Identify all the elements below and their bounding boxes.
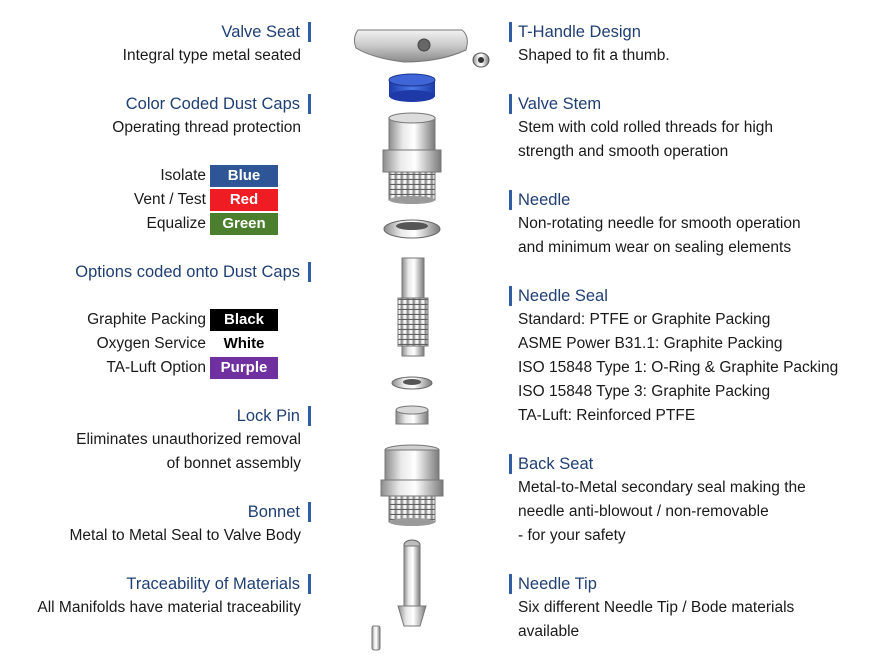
back-seat-desc-line-2: needle anti-blowout / non-removable — [518, 503, 769, 520]
lock-pin-desc-line-2: of bonnet assembly — [166, 455, 301, 472]
code-label-oxygen-service: Oxygen Service — [96, 335, 206, 352]
dust-caps-desc: Operating thread protection — [112, 119, 301, 136]
lock-pin-part — [372, 626, 380, 650]
chip-blue: Blue — [210, 165, 278, 187]
chip-black: Black — [210, 309, 278, 331]
needle-title: Needle — [509, 190, 570, 210]
valve-stem-desc-line-1: Stem with cold rolled threads for high — [518, 119, 774, 136]
back-seat-desc-line-1: Metal-to-Metal secondary seal making the — [518, 479, 806, 496]
t-handle-title: T-Handle Design — [509, 22, 641, 42]
t-handle-desc: Shaped to fit a thumb. — [518, 47, 670, 64]
chip-green: Green — [210, 213, 278, 235]
packing-ring-part — [392, 377, 432, 389]
code-label-vent-test: Vent / Test — [133, 191, 206, 208]
bonnet-part — [381, 445, 443, 526]
lock-pin-title: Lock Pin — [237, 406, 311, 426]
chip-purple: Purple — [210, 357, 278, 379]
needle-part — [398, 258, 428, 356]
seal-ring-part — [396, 406, 428, 424]
needle-tip-desc-line-2: available — [518, 623, 580, 640]
valve-stem-title: Valve Stem — [509, 94, 601, 114]
needle-seal-desc-line-1: Standard: PTFE or Graphite Packing — [518, 311, 771, 328]
needle-seal-desc-line-4: ISO 15848 Type 3: Graphite Packing — [518, 383, 771, 400]
blue-dust-cap-part — [389, 74, 435, 102]
valve-seat-title: Valve Seat — [221, 22, 311, 42]
code-label-isolate: Isolate — [160, 167, 206, 184]
bonnet-desc: Metal to Metal Seal to Valve Body — [69, 527, 301, 544]
bonnet-title: Bonnet — [248, 502, 311, 522]
valve-stem-part — [383, 113, 441, 204]
lock-nut-part — [384, 220, 440, 238]
needle-tip-part — [398, 540, 426, 626]
options-title: Options coded onto Dust Caps — [75, 262, 311, 282]
needle-tip-title: Needle Tip — [509, 574, 597, 594]
needle-desc-line-1: Non-rotating needle for smooth operation — [518, 215, 801, 232]
valve-stem-desc-line-2: strength and smooth operation — [518, 143, 729, 160]
traceability-title: Traceability of Materials — [126, 574, 311, 594]
code-label-equalize: Equalize — [146, 215, 206, 232]
chip-red: Red — [210, 189, 278, 211]
needle-seal-desc-line-2: ASME Power B31.1: Graphite Packing — [518, 335, 783, 352]
traceability-desc: All Manifolds have material traceability — [37, 599, 301, 616]
dust-caps-title: Color Coded Dust Caps — [126, 94, 311, 114]
needle-seal-desc-line-5: TA-Luft: Reinforced PTFE — [518, 407, 696, 424]
code-label-ta-luft: TA-Luft Option — [106, 359, 206, 376]
back-seat-title: Back Seat — [509, 454, 593, 474]
lock-pin-desc-line-1: Eliminates unauthorized removal — [76, 431, 301, 448]
valve-seat-desc: Integral type metal seated — [122, 47, 301, 64]
needle-seal-desc-line-3: ISO 15848 Type 1: O-Ring & Graphite Packing — [518, 359, 839, 376]
back-seat-desc-line-3: - for your safety — [518, 527, 626, 544]
chip-white: White — [210, 333, 278, 355]
needle-tip-desc-line-1: Six different Needle Tip / Bode materials — [518, 599, 795, 616]
code-label-graphite-packing: Graphite Packing — [87, 311, 206, 328]
needle-seal-title: Needle Seal — [509, 286, 608, 306]
t-handle-part — [354, 30, 489, 67]
needle-desc-line-2: and minimum wear on sealing elements — [518, 239, 792, 256]
